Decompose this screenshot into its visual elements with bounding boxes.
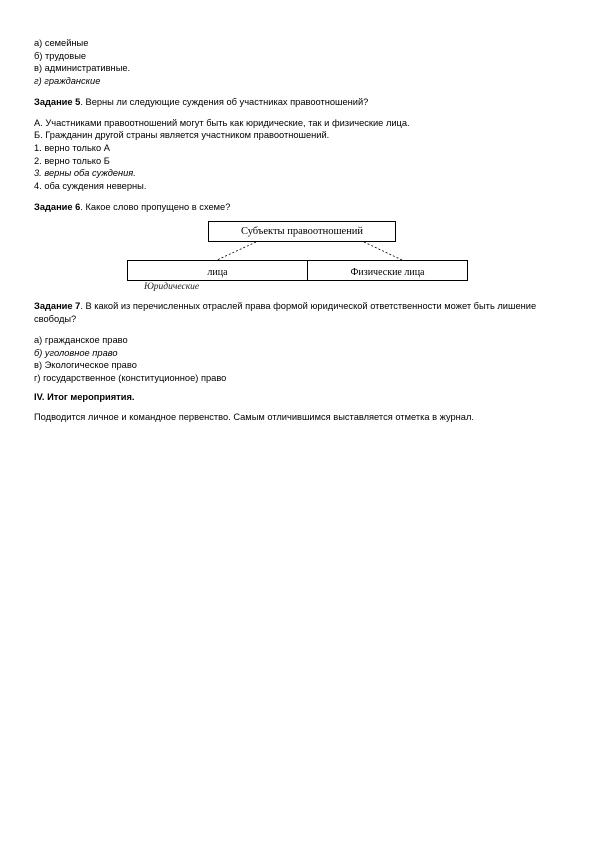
task5-statement-a: А. Участниками правоотношений могут быть как юридические, так и физические лица. [34,117,410,128]
section-text: Подводится личное и командное первенство. Самым отличившимся выставляется отметка в журнал. [34,412,474,423]
task7-label: Задание 7 [34,301,81,312]
list-item: г) государственное (конституционное) право [34,372,227,383]
list-item: г) гражданские [34,76,101,87]
list-item: б) трудовые [34,50,87,61]
diagram-top-box: Субъекты правоотношений [208,221,396,242]
document-page [34,37,564,424]
list-item: б) уголовное право [34,347,118,358]
task5-question [34,96,564,109]
section-heading: IV. Итог мероприятия. [34,391,135,402]
list-item: а) гражданское право [34,334,128,345]
list-item: 1. верно только А [34,142,110,153]
task6-text: . Какое слово пропущено в схеме? [80,201,231,212]
task7-question [34,300,564,325]
list-item: 2. верно только Б [34,155,110,166]
list-item: в) Экологическое право [34,360,137,371]
diagram-handwritten-answer: Юридические [144,282,200,293]
list-item: 3. верны оба суждения. [34,168,136,179]
list-item: в) административные. [34,63,131,74]
diagram-right-box: Физические лица [307,260,468,281]
task6-label: Задание 6 [34,201,81,212]
diagram-left-box: лица [127,260,308,281]
task6-question [34,201,564,214]
task5-text: . Верны ли следующие суждения об участниках правоотношений? [80,96,369,107]
task4-options [34,37,564,88]
subjects-diagram [34,218,564,300]
task7-text: . В какой из перечисленных отраслей права формой юридической ответственности может быть лишение свободы? [34,301,537,325]
list-item: а) семейные [34,38,89,48]
task5-statement-b: Б. Гражданин другой страны является участником правоотношений. [34,130,330,141]
task5-label: Задание 5 [34,96,81,107]
list-item: 4. оба суждения неверны. [34,181,147,192]
